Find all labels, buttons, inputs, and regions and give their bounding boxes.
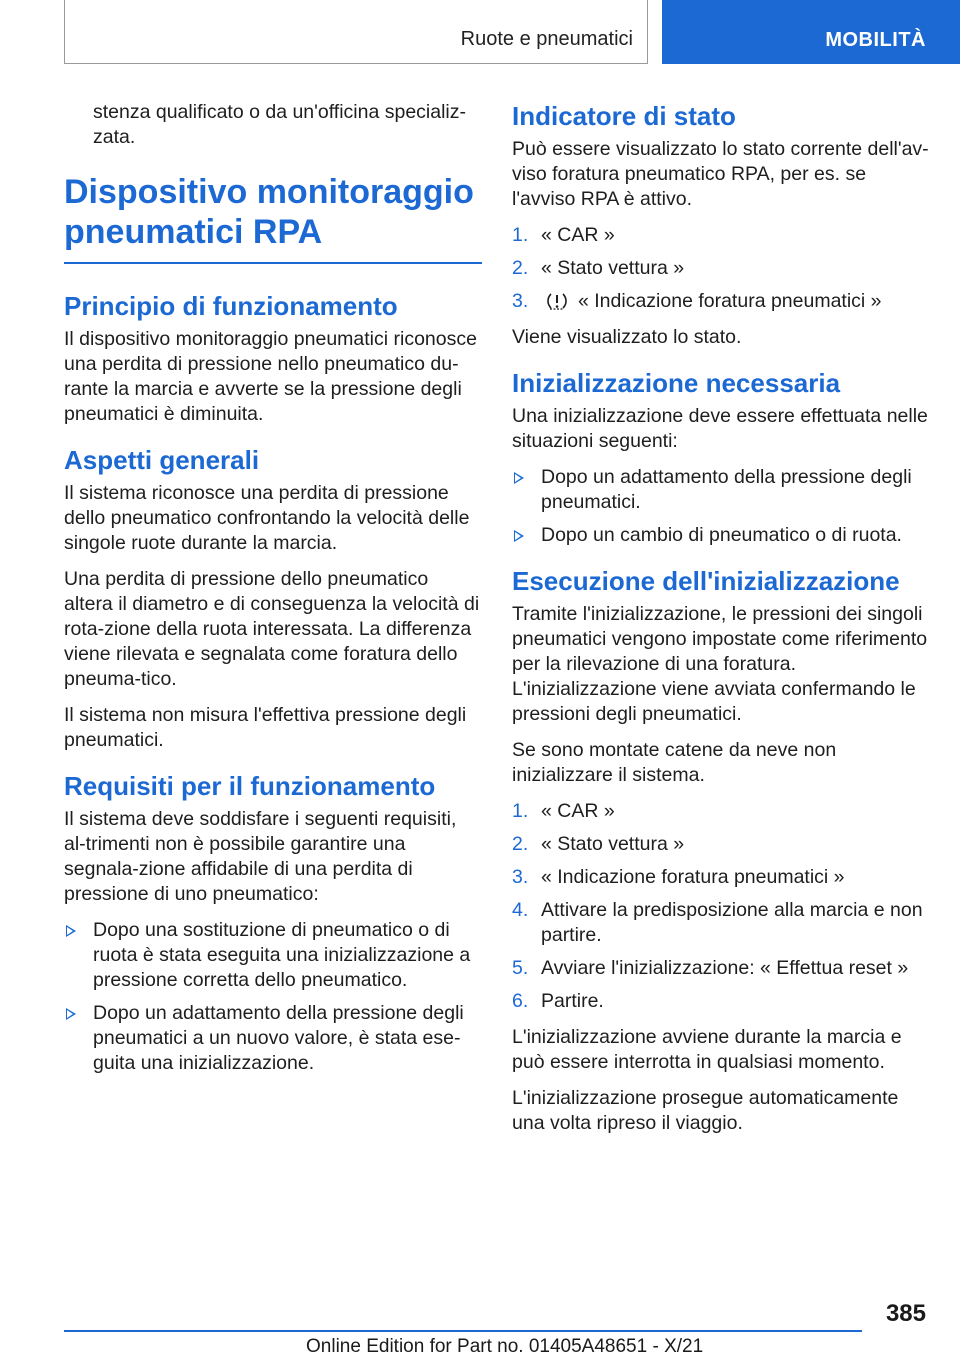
paragraph: Una inizializzazione deve essere effettuata nelle situazioni seguenti: [512,405,928,452]
section-title: Ruote e pneumatici [460,28,633,50]
step-number: 4. [512,899,529,921]
page-number: 385 [885,1300,926,1327]
paragraph: Viene visualizzato lo stato. [512,326,742,348]
edition-footer: Online Edition for Part no. 01405A48651 - X/21 [306,1336,704,1357]
list-item: Dopo un adattamento della pressione degli pneumatici. [512,465,932,515]
step-number: 3. [512,290,529,312]
step-number: 2. [512,833,529,855]
init-needed-list [512,465,932,548]
list-item: Dopo un cambio di pneumatico o di ruota. [512,523,932,548]
status-steps [512,223,932,314]
triangle-bullet-icon [66,1008,76,1020]
step-number: 6. [512,990,529,1012]
list-item: 1. « CAR » [512,800,615,822]
header-section-box [64,0,648,64]
requirements-list [64,918,482,1076]
init-steps [512,799,932,1014]
paragraph: Il sistema riconosce una perdita di pressione dello pneumatico confrontando la velocità delle singole ruote durante la marcia. [64,482,470,554]
paragraph: Il sistema non misura l'effettiva pressione degli pneumatici. [64,704,467,751]
list-item: 2. « Stato vettura » [512,833,685,855]
paragraph: Tramite l'inizializzazione, le pressioni dei singoli pneumatici vengono impostate come riferimento per la rilevazione di una foratura. L'inizializzazione viene avviata confermando le pressioni degli pneumatici. [512,603,928,725]
heading-esecuzione: Esecuzione dell'inizializzazione [512,566,900,596]
paragraph: Il dispositivo monitoraggio pneumatici riconosce una perdita di pressione nello pneumatico du-rante la marcia e avverte se la pressione degli pneumatici è diminuita. [64,328,477,425]
step-number: 3. [512,866,529,888]
list-item: 5. Avviare l'inizializzazione: « Effettua reset » [512,957,909,979]
paragraph: Può essere visualizzato lo stato corrente dell'av-viso foratura pneumatico RPA, per es. se l'avviso RPA è attivo. [512,138,929,210]
paragraph: Il sistema deve soddisfare i seguenti requisiti, al-trimenti non è possibile garantire una segnala-zione affidabile di una perdita di pressione di uno pneumatico: [64,808,457,905]
header-chapter-box[interactable] [662,0,960,64]
heading-requisiti: Requisiti per il funzionamento [64,771,436,801]
heading-indicatore: Indicatore di stato [512,101,736,131]
step-number: 1. [512,800,529,822]
list-item: 3. « Indicazione foratura pneumatici » [512,866,845,888]
paragraph: L'inizializzazione prosegue automaticamente una volta ripreso il viaggio. [512,1087,899,1134]
triangle-bullet-icon [514,530,524,542]
chapter-title[interactable]: MOBILITÀ [825,29,926,51]
main-heading: Dispositivo monitoraggio pneumatici RPA [64,172,482,264]
paragraph: Se sono montate catene da neve non inizializzare il sistema. [512,739,837,786]
triangle-bullet-icon [66,925,76,937]
list-item: Dopo una sostituzione di pneumatico o di ruota è stata eseguita una inizializzazione a pressione corretta dello pneumatico. [64,918,482,993]
heading-inizializzazione-necessaria: Inizializzazione necessaria [512,368,841,398]
tire-pressure-warning-icon [546,292,568,310]
list-item: 3. « Indicazione foratura pneumatici » [512,290,882,312]
continued-text: stenza qualificato o da un'officina specializ- zata. [93,101,467,148]
list-item: 1. « CAR » [512,224,615,246]
list-item: Dopo un adattamento della pressione degli pneumatici a un nuovo valore, è stata ese-guita una inizializzazione. [64,1001,482,1076]
heading-aspetti: Aspetti generali [64,445,260,475]
left-column [64,100,482,1087]
step-number: 2. [512,257,529,279]
paragraph: Una perdita di pressione dello pneumatico altera il diametro e di conseguenza la velocità di rota-zione della ruota interessata. La differenza viene rilevata e segnalata come foratura dello pneuma-tico. [64,568,480,690]
paragraph: L'inizializzazione avviene durante la marcia e può essere interrotta in qualsiasi momento. [512,1026,902,1073]
triangle-bullet-icon [514,472,524,484]
list-item: 6. Partire. [512,990,604,1012]
step-number: 1. [512,224,529,246]
list-item: 4. Attivare la predisposizione alla marcia e non partire. [512,899,923,946]
right-column [512,100,932,1147]
list-item: 2. « Stato vettura » [512,257,685,279]
footer-divider [64,1330,862,1332]
heading-principio: Principio di funzionamento [64,291,398,321]
step-number: 5. [512,957,529,979]
